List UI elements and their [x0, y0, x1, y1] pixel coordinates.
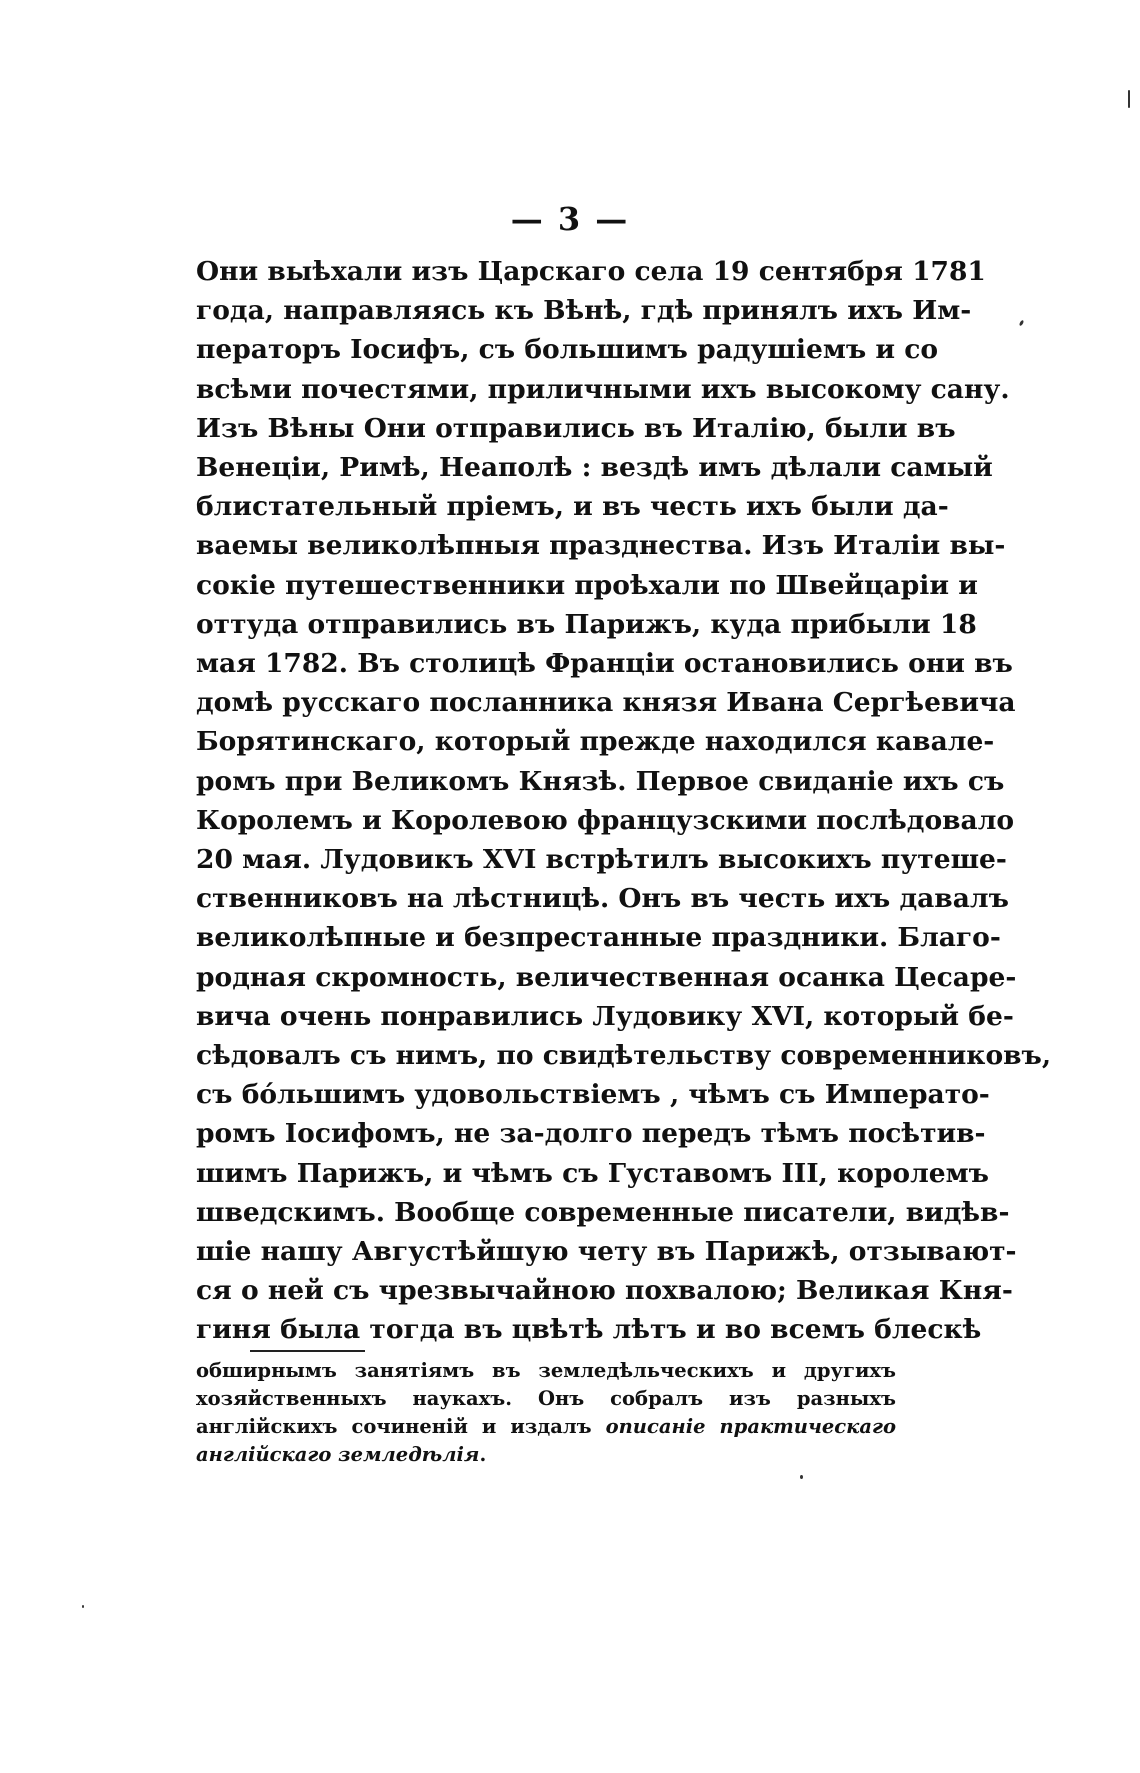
text-line: оттуда отправились въ Парижъ, куда прибыли 18 — [196, 608, 977, 640]
footnote-line — [196, 1413, 896, 1441]
text-line: шведскимъ. Вообще современные писатели, видѣв- — [196, 1196, 1010, 1228]
text-line: вича очень понравились Лудовику XVI, который бе- — [196, 1000, 1014, 1032]
text-line: сѣдовалъ съ нимъ, по свидѣтельству современниковъ, — [196, 1040, 1052, 1072]
text-line: Борятинскаго, который прежде находился кавале- — [196, 726, 995, 758]
text-line: ственниковъ на лѣстницѣ. Онъ въ честь ихъ давалъ — [196, 883, 1009, 915]
footnote-line: хозяйственныхъ наукахъ. Онъ собралъ изъ разныхъ — [196, 1387, 896, 1410]
text-line: года, направляясь къ Вѣнѣ, гдѣ принялъ ихъ Им- — [196, 295, 972, 327]
text-line: шіе нашу Августѣйшую чету въ Парижѣ, отзывают- — [196, 1236, 1017, 1268]
text-line: мая 1782. Въ столицѣ Франціи остановились они въ — [196, 648, 1013, 680]
text-line: блистательный пріемъ, и въ честь ихъ были да- — [196, 491, 949, 523]
scan-speck — [1128, 90, 1130, 108]
text-line: гиня была тогда въ цвѣтѣ лѣтъ и во всемъ блескѣ — [196, 1314, 982, 1346]
scan-speck — [1019, 320, 1025, 327]
text-line: Венеціи, Римѣ, Неаполѣ : вездѣ имъ дѣлали самый — [196, 452, 993, 484]
footnote-italic-title: англійскаго земледѣлія — [196, 1443, 480, 1466]
footnote-text: . — [479, 1443, 487, 1466]
scan-speck — [82, 1605, 84, 1608]
text-line: ся о ней съ чрезвычайною похвалою; Великая Кня- — [196, 1275, 1013, 1307]
text-line: ператоръ Іосифъ, съ большимъ радушіемъ и со — [196, 334, 939, 366]
text-line: Королемъ и Королевою французскими послѣдовало — [196, 804, 1015, 836]
footnote — [196, 1357, 896, 1469]
page-number: — 3 — — [510, 200, 630, 238]
text-line: всѣми почестями, приличными ихъ высокому сану. — [196, 373, 1010, 405]
text-line: шимъ Парижъ, и чѣмъ съ Густавомъ III, королемъ — [196, 1157, 989, 1189]
footnote-italic-title: описаніе практическаго — [605, 1415, 896, 1438]
text-line: родная скромность, величественная осанка Цесаре- — [196, 961, 1017, 993]
text-line: ромъ при Великомъ Князѣ. Первое свиданіе ихъ съ — [196, 765, 1005, 797]
main-text — [196, 252, 1052, 1350]
text-line: Изъ Вѣны Они отправились въ Италію, были въ — [196, 412, 956, 444]
text-line: домѣ русскаго посланника князя Ивана Сергѣевича — [196, 687, 1016, 719]
text-line: ромъ Іосифомъ, не за-долго передъ тѣмъ посѣтив- — [196, 1118, 986, 1150]
text-line: сокіе путешественники проѣхали по Швейцаріи и — [196, 569, 978, 601]
footnote-line: обширнымъ занятіямъ въ земледѣльческихъ и другихъ — [196, 1359, 896, 1382]
text-line: Они выѣхали изъ Царскаго села 19 сентября 1781 — [196, 256, 986, 287]
footnote-text: англійскихъ сочиненій и издалъ — [196, 1415, 606, 1438]
text-line: ваемы великолѣпныя празднества. Изъ Италіи вы- — [196, 530, 1006, 562]
text-line: съ бóльшимъ удовольствіемъ , чѣмъ съ Императо- — [196, 1079, 990, 1111]
footnote-line — [196, 1441, 896, 1469]
footnote-divider — [250, 1350, 365, 1352]
text-line: 20 мая. Лудовикъ XVI встрѣтилъ высокихъ путеше- — [196, 844, 1007, 876]
text-line: великолѣпные и безпрестанные праздники. Благо- — [196, 922, 1001, 954]
scan-speck — [800, 1475, 803, 1479]
